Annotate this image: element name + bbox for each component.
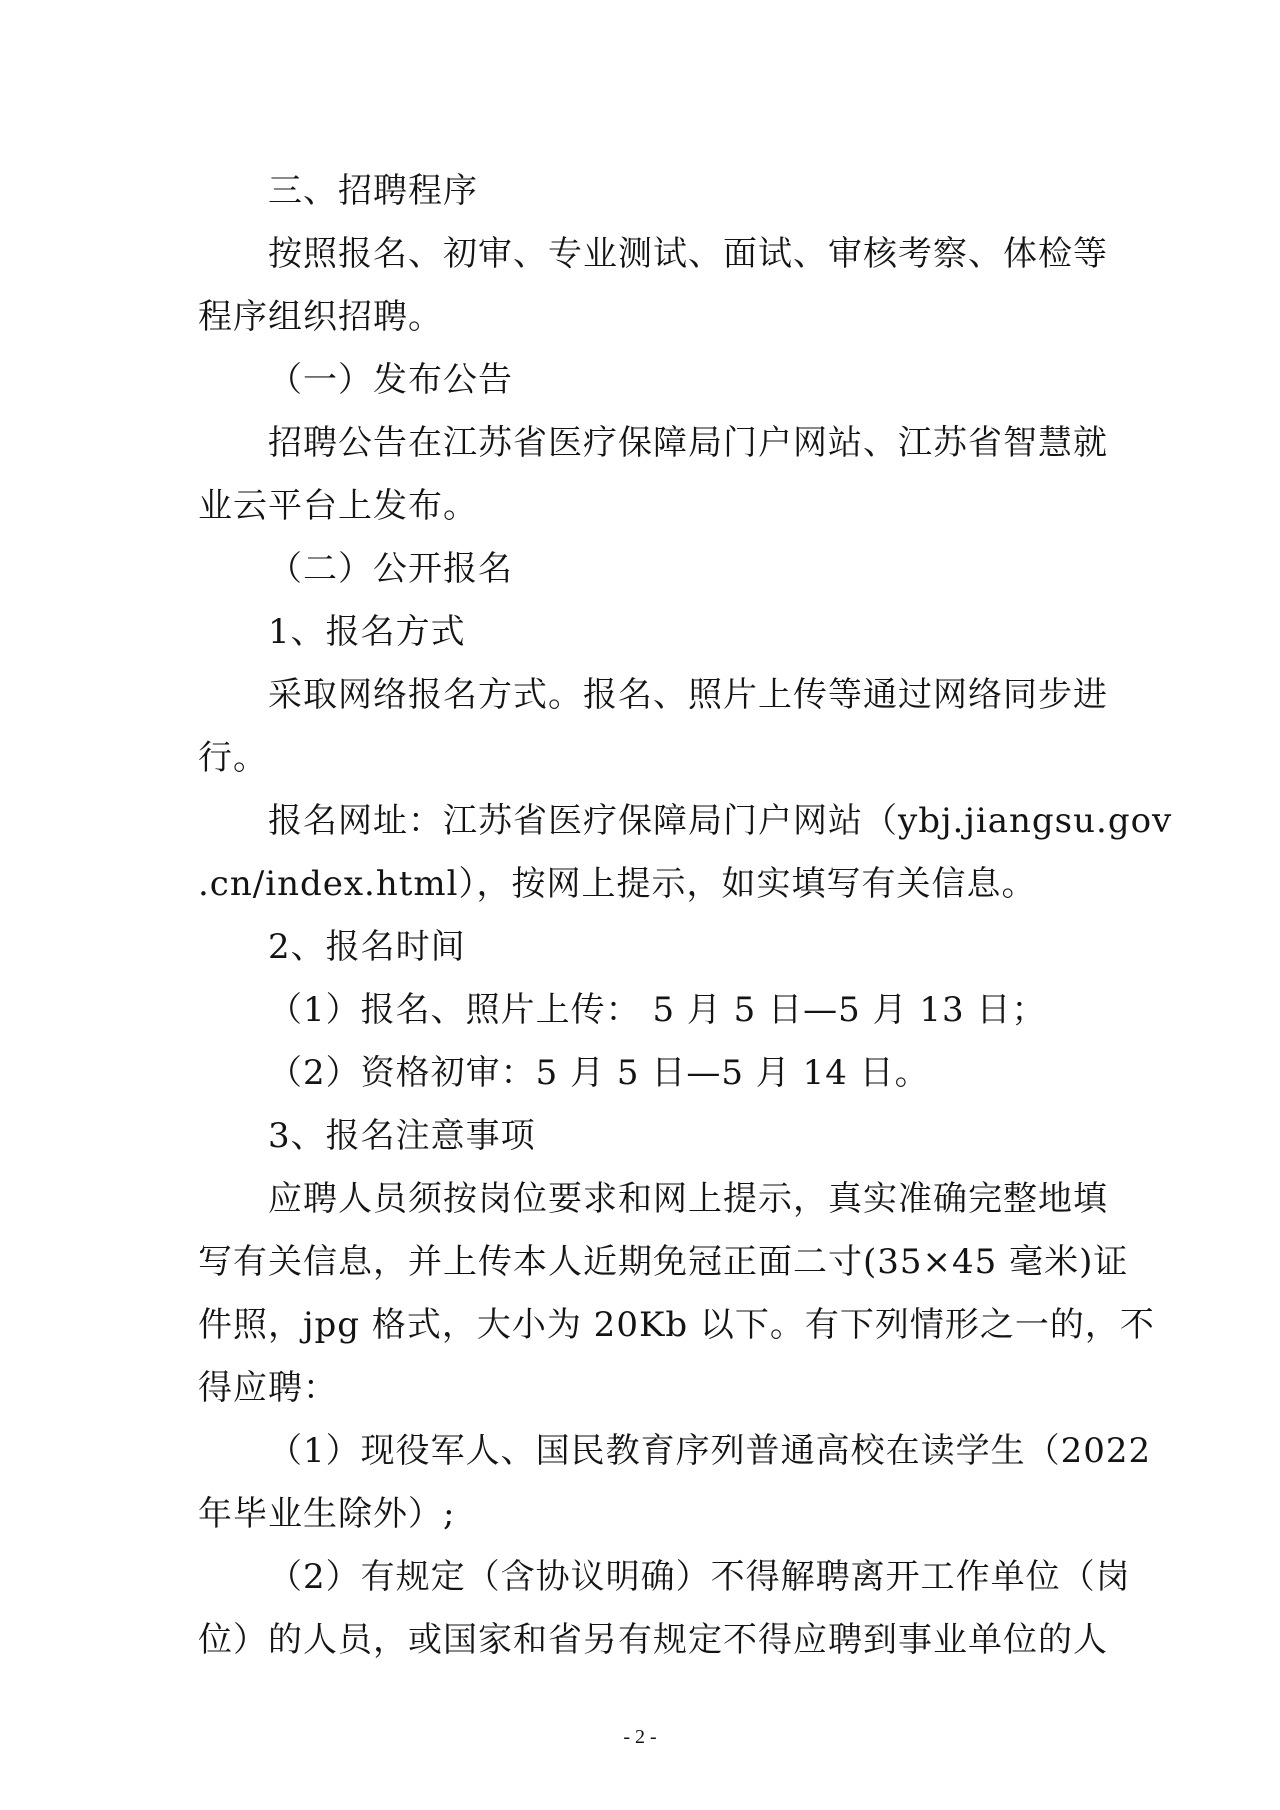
paragraph-line: 招聘公告在江苏省医疗保障局门户网站、江苏省智慧就 — [268, 423, 1108, 463]
paragraph-line: 采取网络报名方式。报名、照片上传等通过网络同步进 — [268, 675, 1108, 715]
document-body — [198, 160, 1173, 1672]
list-item-upload-period: （1）报名、照片上传： 5 月 5 日—5 月 13 日； — [268, 990, 1047, 1030]
item-heading-registration-notes: 3、报名注意事项 — [268, 1116, 536, 1156]
subsection-heading-announcement: （一）发布公告 — [268, 360, 513, 400]
paragraph-line-registration-url: 报名网址：江苏省医疗保障局门户网站（ybj.jiangsu.gov — [268, 801, 1173, 841]
list-item-exclusion-1: （1）现役军人、国民教育序列普通高校在读学生（2022 — [268, 1431, 1152, 1471]
paragraph-line: 程序组织招聘。 — [198, 297, 443, 337]
page-number: - 2 - — [623, 1726, 657, 1748]
paragraph-line: 件照，jpg 格式，大小为 20Kb 以下。有下列情形之一的，不 — [198, 1305, 1155, 1345]
list-item-exclusion-2: （2）有规定（含协议明确）不得解聘离开工作单位（岗 — [268, 1557, 1131, 1597]
item-heading-registration-time: 2、报名时间 — [268, 927, 466, 967]
item-heading-registration-method: 1、报名方式 — [268, 612, 466, 652]
paragraph-line: 应聘人员须按岗位要求和网上提示，真实准确完整地填 — [268, 1179, 1108, 1219]
list-item-exclusion-1-continued: 年毕业生除外）; — [198, 1494, 456, 1534]
paragraph-line: 得应聘： — [198, 1368, 338, 1408]
paragraph-line-registration-url: .cn/index.html），按网上提示，如实填写有关信息。 — [198, 864, 1037, 904]
list-item-review-period: （2）资格初审：5 月 5 日—5 月 14 日。 — [268, 1053, 930, 1093]
paragraph-line: 业云平台上发布。 — [198, 486, 478, 526]
list-item-exclusion-2-continued: 位）的人员，或国家和省另有规定不得应聘到事业单位的人 — [198, 1620, 1108, 1660]
subsection-heading-registration: （二）公开报名 — [268, 549, 513, 589]
section-heading-recruitment-procedure: 三、招聘程序 — [268, 171, 478, 211]
paragraph-line: 写有关信息，并上传本人近期免冠正面二寸(35×45 毫米)证 — [198, 1242, 1129, 1282]
paragraph-line: 行。 — [198, 738, 268, 778]
paragraph-line: 按照报名、初审、专业测试、面试、审核考察、体检等 — [268, 234, 1108, 274]
